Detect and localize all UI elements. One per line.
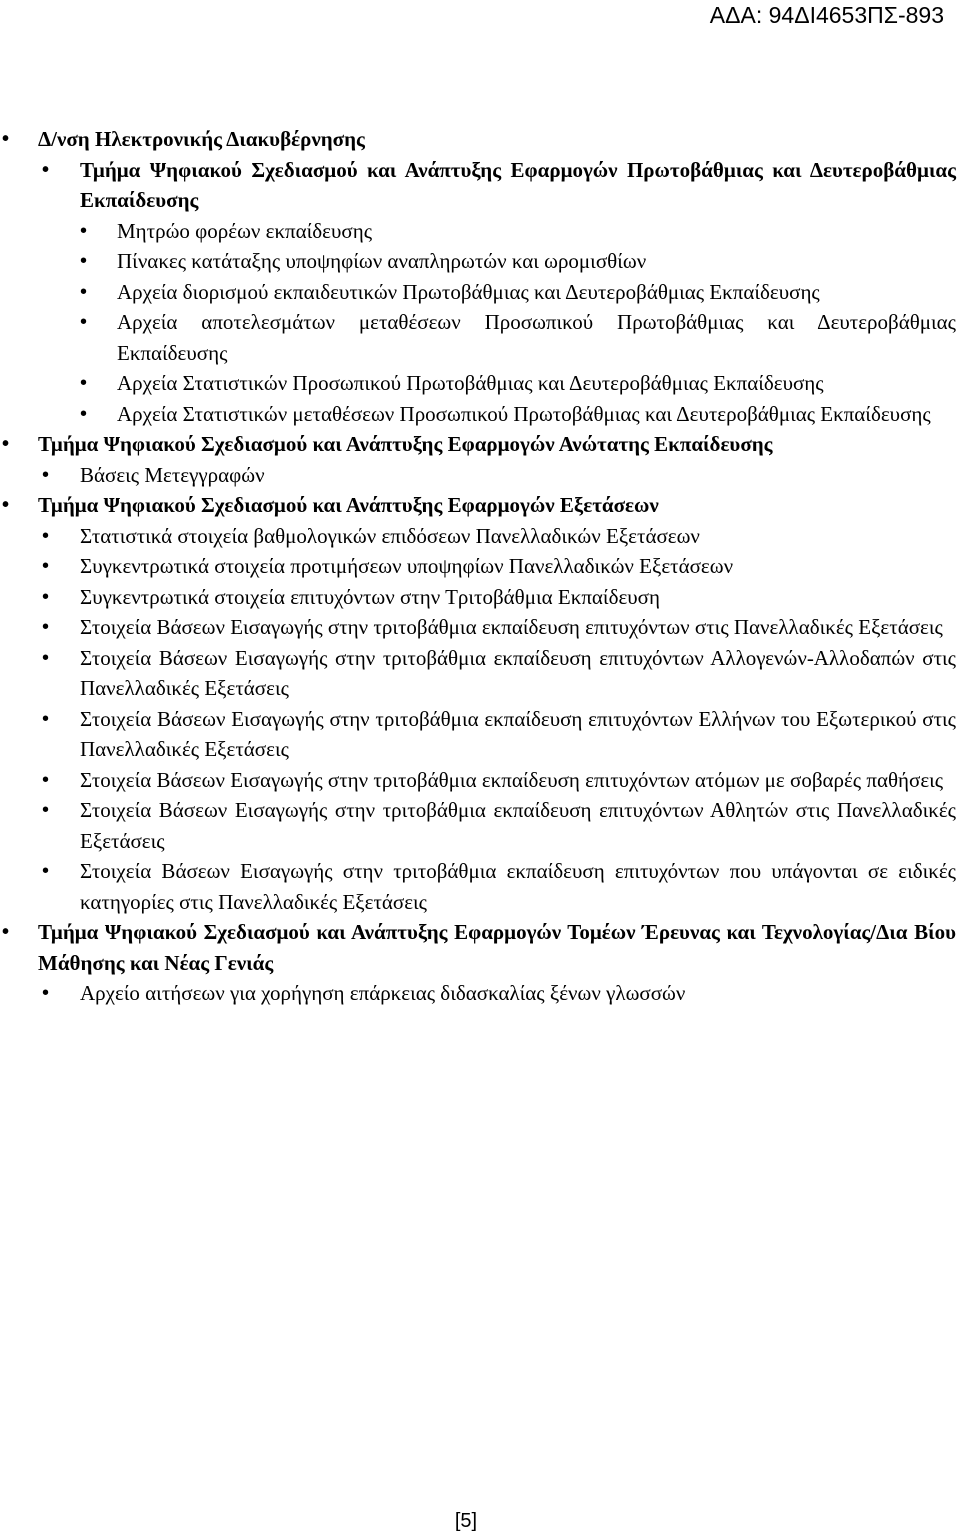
bullet-icon: • [42, 982, 50, 1004]
list-item-text: Αρχείο αιτήσεων για χορήγηση επάρκειας διδασκαλίας ξένων γλωσσών [80, 981, 686, 1005]
list-item-text: Στοιχεία Βάσεων Εισαγωγής στην τριτοβάθμια εκπαίδευση επιτυχόντων που υπάγονται σε ειδικές κατηγορίες στις Πανελλαδικές Εξετάσεις [80, 859, 956, 914]
list-item-text: Στοιχεία Βάσεων Εισαγωγής στην τριτοβάθμια εκπαίδευση επιτυχόντων Αθλητών στις Πανελλαδικές Εξετάσεις [80, 798, 956, 853]
bullet-icon: • [42, 860, 50, 882]
bullet-icon: • [80, 311, 88, 333]
list-item-text: Τμήμα Ψηφιακού Σχεδιασμού και Ανάπτυξης Εφαρμογών Τομέων Έρευνας και Τεχνολογίας/Δια Βίου Μάθησης και Νέας Γενιάς [38, 920, 956, 975]
bullet-icon: • [42, 585, 50, 608]
list-item-text: Αρχεία διορισμού εκπαιδευτικών Πρωτοβάθμιας και Δευτεροβάθμιας Εκπαίδευσης [117, 279, 820, 304]
bullet-icon: • [80, 219, 88, 242]
bullet-icon: • [80, 372, 88, 394]
bullet-icon: • [80, 250, 88, 272]
list-item-text: Στοιχεία Βάσεων Εισαγωγής στην τριτοβάθμια εκπαίδευση επιτυχόντων Ελλήνων του Εξωτερικού στις Πανελλαδικές Εξετάσεις [80, 706, 956, 761]
list-item [0, 521, 960, 552]
list-item [0, 551, 960, 582]
page-number: [5] [454, 1510, 478, 1532]
list-item-department [0, 429, 960, 460]
list-item [0, 460, 960, 491]
bullet-icon: • [80, 402, 88, 425]
bullet-icon: • [42, 616, 50, 638]
list-item [0, 399, 960, 430]
bullet-icon: • [42, 768, 50, 791]
bullet-icon: • [2, 494, 10, 516]
list-item [0, 704, 960, 765]
bullet-icon: • [42, 707, 50, 730]
bullet-icon: • [80, 280, 88, 303]
list-item-text: Τμήμα Ψηφιακού Σχεδιασμού και Ανάπτυξης Εφαρμογών Εξετάσεων [38, 493, 659, 517]
list-item-text: Αρχεία Στατιστικών Προσωπικού Πρωτοβάθμιας και Δευτεροβάθμιας Εκπαίδευσης [117, 371, 824, 395]
bullet-icon: • [42, 463, 50, 486]
list-item-text: Στοιχεία Βάσεων Εισαγωγής στην τριτοβάθμια εκπαίδευση επιτυχόντων στις Πανελλαδικές Εξετάσεις [80, 615, 943, 639]
list-item-text: Αρχεία Στατιστικών μεταθέσεων Προσωπικού Πρωτοβάθμιας και Δευτεροβάθμιας Εκπαίδευσης [117, 401, 931, 426]
list-item-text: Μητρώο φορέων εκπαίδευσης [117, 218, 373, 243]
list-item-text: Αρχεία αποτελεσμάτων μεταθέσεων Προσωπικού Πρωτοβάθμιας και Δευτεροβάθμιας Εκπαίδευσης [117, 310, 956, 365]
list-item [0, 216, 960, 247]
list-item-department [0, 917, 960, 978]
bullet-icon: • [2, 433, 10, 455]
list-item-text: Στοιχεία Βάσεων Εισαγωγής στην τριτοβάθμια εκπαίδευση επιτυχόντων ατόμων με σοβαρές παθήσεις [80, 767, 944, 792]
list-item-text: Στοιχεία Βάσεων Εισαγωγής στην τριτοβάθμια εκπαίδευση επιτυχόντων Αλλογενών-Αλλοδαπών στις Πανελλαδικές Εξετάσεις [80, 645, 956, 700]
list-item-text: Πίνακες κατάταξης υποψηφίων αναπληρωτών και ωρομισθίων [117, 249, 647, 273]
list-item [0, 856, 960, 917]
bullet-icon: • [2, 921, 10, 943]
list-item [0, 612, 960, 643]
list-item [0, 277, 960, 308]
list-item [0, 582, 960, 613]
list-item-department [0, 490, 960, 521]
bullet-icon: • [42, 555, 50, 577]
list-item [0, 307, 960, 368]
list-item [0, 643, 960, 704]
list-item-text: Τμήμα Ψηφιακού Σχεδιασμού και Ανάπτυξης Εφαρμογών Ανώτατης Εκπαίδευσης [38, 432, 773, 456]
list-item [0, 978, 960, 1009]
list-item-text: Δ/νση Ηλεκτρονικής Διακυβέρνησης [38, 127, 365, 151]
list-item-text: Στατιστικά στοιχεία βαθμολογικών επιδόσεων Πανελλαδικών Εξετάσεων [80, 523, 700, 548]
bullet-icon: • [42, 799, 50, 821]
list-item-directorate [0, 124, 960, 155]
list-item-text: Συγκεντρωτικά στοιχεία προτιμήσεων υποψηφίων Πανελλαδικών Εξετάσεων [80, 554, 734, 578]
list-item [0, 765, 960, 796]
list-item [0, 246, 960, 277]
ada-code: ΑΔΑ: 94ΔΙ4653ΠΣ-893 [709, 2, 944, 28]
list-item [0, 795, 960, 856]
bullet-icon: • [42, 158, 50, 181]
document-body [0, 124, 960, 1009]
list-item-text: Τμήμα Ψηφιακού Σχεδιασμού και Ανάπτυξης Εφαρμογών Πρωτοβάθμιας και Δευτεροβάθμιας Εκπαίδευσης [80, 157, 956, 212]
list-item-text: Βάσεις Μετεγγραφών [80, 462, 265, 487]
list-item-department [0, 155, 960, 216]
bullet-icon: • [42, 524, 50, 547]
bullet-icon: • [42, 646, 50, 669]
list-item-text: Συγκεντρωτικά στοιχεία επιτυχόντων στην Τριτοβάθμια Εκπαίδευση [80, 584, 660, 609]
bullet-icon: • [2, 128, 10, 150]
list-item [0, 368, 960, 399]
